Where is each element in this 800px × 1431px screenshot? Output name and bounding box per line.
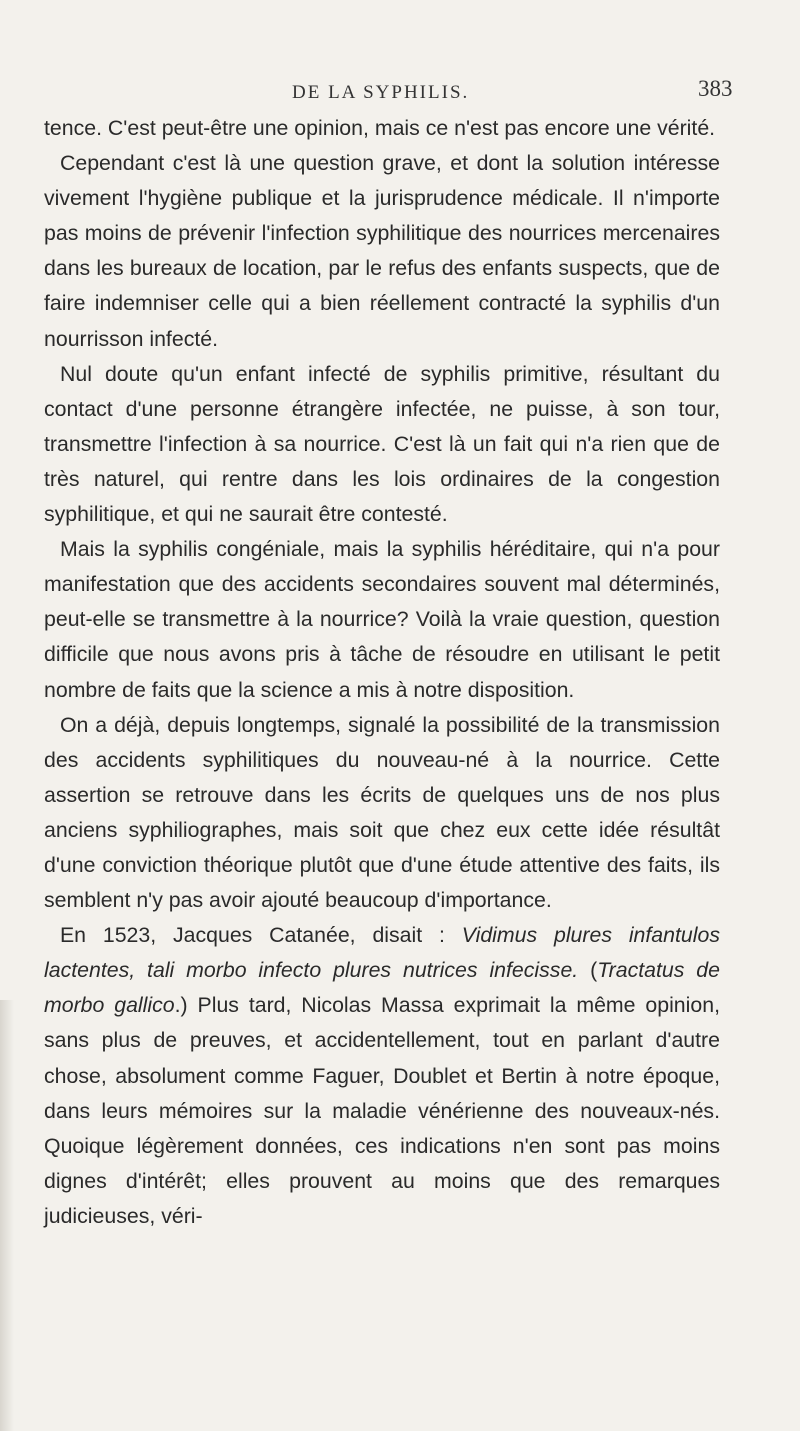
paragraph-intro: En 1523, Jacques Catanée, disait :	[59, 923, 462, 948]
paragraph-continuation: tence. C'est peut-être une opinion, mais ce n'est pas encore une vérité.	[44, 116, 716, 140]
paragraph: Mais la syphilis congéniale, mais la syphilis héréditaire, qui n'a pour manifestation que des accidents secondaires souvent mal déterminés, peut-elle se transmettre à la nourrice? Voilà la vraie question, question difficile que nous avons pris à tâche de résoudre en utilisant le petit nombre de faits que la science a mis à notre disposition.	[44, 537, 720, 702]
paragraph: On a déjà, depuis longtemps, signalé la possibilité de la transmission des accidents syphilitiques du nouveau-né à la nourrice. Cette assertion se retrouve dans les écrits de quelques uns de nos plus anciens syphiliographes, mais soit que chez eux cette idée résultât d'une conviction théorique plutôt que d'une étude attentive des faits, ils semblent n'y pas avoir ajouté beaucoup d'importance.	[44, 712, 720, 913]
paragraph-rest: Plus tard, Nicolas Massa exprimait la même opinion, sans plus de preuves, et accidentellement, tout en parlant d'autre chose, absolument comme Faguer, Doublet et Bertin à notre époque, dans leurs mémoires sur la maladie vénérienne des nouveaux-nés. Quoique légèrement données, ces indications n'en sont pas moins dignes d'intérêt; elles prouvent au moins que des remarques judicieuses, véri-	[44, 993, 720, 1228]
paren-open: (	[578, 958, 598, 983]
running-head: DE LA SYPHILIS.	[292, 82, 470, 103]
work-title: Tractatus de morbo gallico	[44, 958, 720, 1018]
body-text	[44, 111, 720, 1234]
page-header	[0, 74, 800, 110]
paragraph-catanee	[44, 918, 720, 1234]
paragraph: Nul doute qu'un enfant infecté de syphilis primitive, résultant du contact d'une personne étrangère infectée, ne puisse, à son tour, transmettre l'infection à sa nourrice. C'est là un fait qui n'a rien que de très naturel, qui rentre dans les lois ordinaires de la congestion syphilitique, et qui ne saurait être contesté.	[44, 361, 720, 527]
page-edge-shadow	[0, 1000, 14, 1431]
latin-quote: Vidimus plures infantulos lactentes, tali morbo infecto plures nutrices infecisse.	[44, 923, 720, 983]
paren-close: .)	[174, 993, 188, 1018]
paragraph: Cependant c'est là une question grave, et dont la solution intéresse vivement l'hygiène publique et la jurisprudence médicale. Il n'importe pas moins de prévenir l'infection syphilitique des nourrices mercenaires dans les bureaux de location, par le refus des enfants suspects, que de faire indemniser celle qui a bien réellement contracté la syphilis d'un nourrisson infecté.	[44, 151, 720, 351]
page-number: 383	[698, 76, 733, 101]
